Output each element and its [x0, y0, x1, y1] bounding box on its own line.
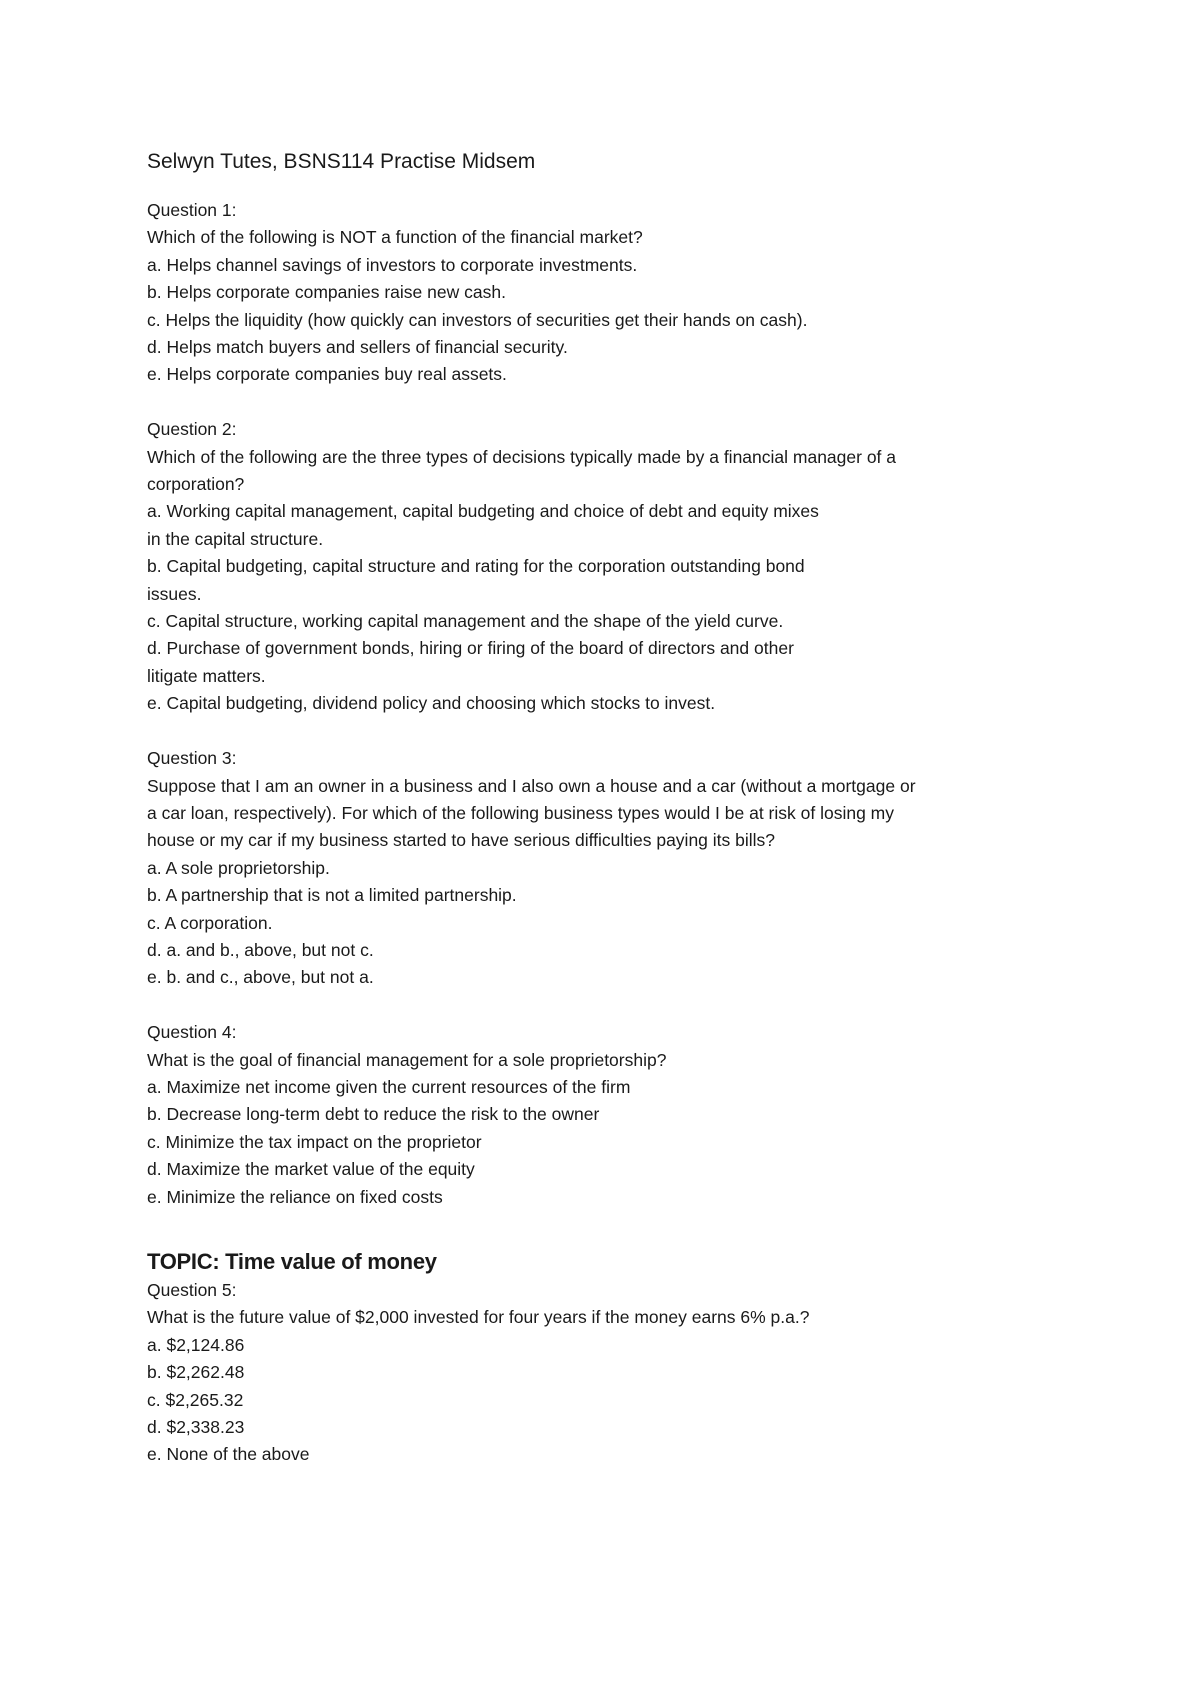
question-text: Which of the following is NOT a function of the financial market? — [147, 227, 643, 248]
document-title: Selwyn Tutes, BSNS114 Practise Midsem — [147, 150, 536, 173]
answer-option: c. Minimize the tax impact on the proprietor — [147, 1131, 482, 1152]
question-text: What is the future value of $2,000 invested for four years if the money earns 6% p.a.? — [147, 1307, 810, 1328]
answer-option: a. $2,124.86 — [147, 1334, 245, 1355]
answer-option: b. Helps corporate companies raise new cash. — [147, 282, 506, 303]
question-label: Question 5: — [147, 1279, 237, 1300]
question-label: Question 3: — [147, 748, 237, 769]
question-text: a car loan, respectively). For which of the following business types would I be at risk of losing my — [147, 802, 895, 823]
question-label: Question 4: — [147, 1022, 237, 1043]
question-block-5 — [147, 1277, 1047, 1469]
question-text: What is the goal of financial management for a sole proprietorship? — [147, 1049, 667, 1070]
answer-option: e. Minimize the reliance on fixed costs — [147, 1186, 443, 1207]
question-block-4 — [147, 1019, 1047, 1211]
answer-option: c. Capital structure, working capital management and the shape of the yield curve. — [147, 611, 784, 632]
answer-option-continued: issues. — [147, 583, 202, 604]
answer-option: b. $2,262.48 — [147, 1362, 245, 1383]
question-text: house or my car if my business started to have serious difficulties paying its bills? — [147, 830, 776, 851]
answer-option: e. b. and c., above, but not a. — [147, 967, 374, 988]
answer-option: e. Helps corporate companies buy real assets. — [147, 364, 507, 385]
answer-option: b. Capital budgeting, capital structure and rating for the corporation outstanding bond — [147, 556, 805, 577]
answer-option: d. Maximize the market value of the equity — [147, 1159, 475, 1180]
answer-option: a. Maximize net income given the current resources of the firm — [147, 1076, 631, 1097]
answer-option: b. A partnership that is not a limited partnership. — [147, 885, 517, 906]
question-label: Question 2: — [147, 419, 237, 440]
answer-option: d. Purchase of government bonds, hiring or firing of the board of directors and other — [147, 638, 794, 659]
question-text: Suppose that I am an owner in a business and I also own a house and a car (without a mortgage or — [147, 775, 916, 796]
answer-option: a. Working capital management, capital budgeting and choice of debt and equity mixes — [147, 501, 819, 522]
answer-option: b. Decrease long-term debt to reduce the risk to the owner — [147, 1104, 600, 1125]
answer-option: e. None of the above — [147, 1444, 310, 1465]
question-block-2 — [147, 416, 1047, 717]
question-block-3 — [147, 745, 1047, 992]
answer-option-continued: in the capital structure. — [147, 528, 324, 549]
topic-heading: TOPIC: Time value of money — [147, 1248, 437, 1274]
question-text: corporation? — [147, 474, 245, 495]
answer-option: d. $2,338.23 — [147, 1417, 245, 1438]
answer-option: c. $2,265.32 — [147, 1389, 244, 1410]
answer-option: a. A sole proprietorship. — [147, 857, 330, 878]
answer-option: c. A corporation. — [147, 912, 273, 933]
answer-option: d. Helps match buyers and sellers of financial security. — [147, 337, 568, 358]
answer-option: c. Helps the liquidity (how quickly can investors of securities get their hands on cash). — [147, 309, 808, 330]
answer-option: d. a. and b., above, but not c. — [147, 939, 374, 960]
answer-option: e. Capital budgeting, dividend policy and choosing which stocks to invest. — [147, 693, 716, 714]
document-page — [147, 147, 1047, 1496]
question-block-1 — [147, 197, 1047, 389]
answer-option: a. Helps channel savings of investors to corporate investments. — [147, 254, 638, 275]
question-label: Question 1: — [147, 200, 237, 220]
answer-option-continued: litigate matters. — [147, 665, 266, 686]
question-text: Which of the following are the three types of decisions typically made by a financial manager of a — [147, 446, 897, 467]
